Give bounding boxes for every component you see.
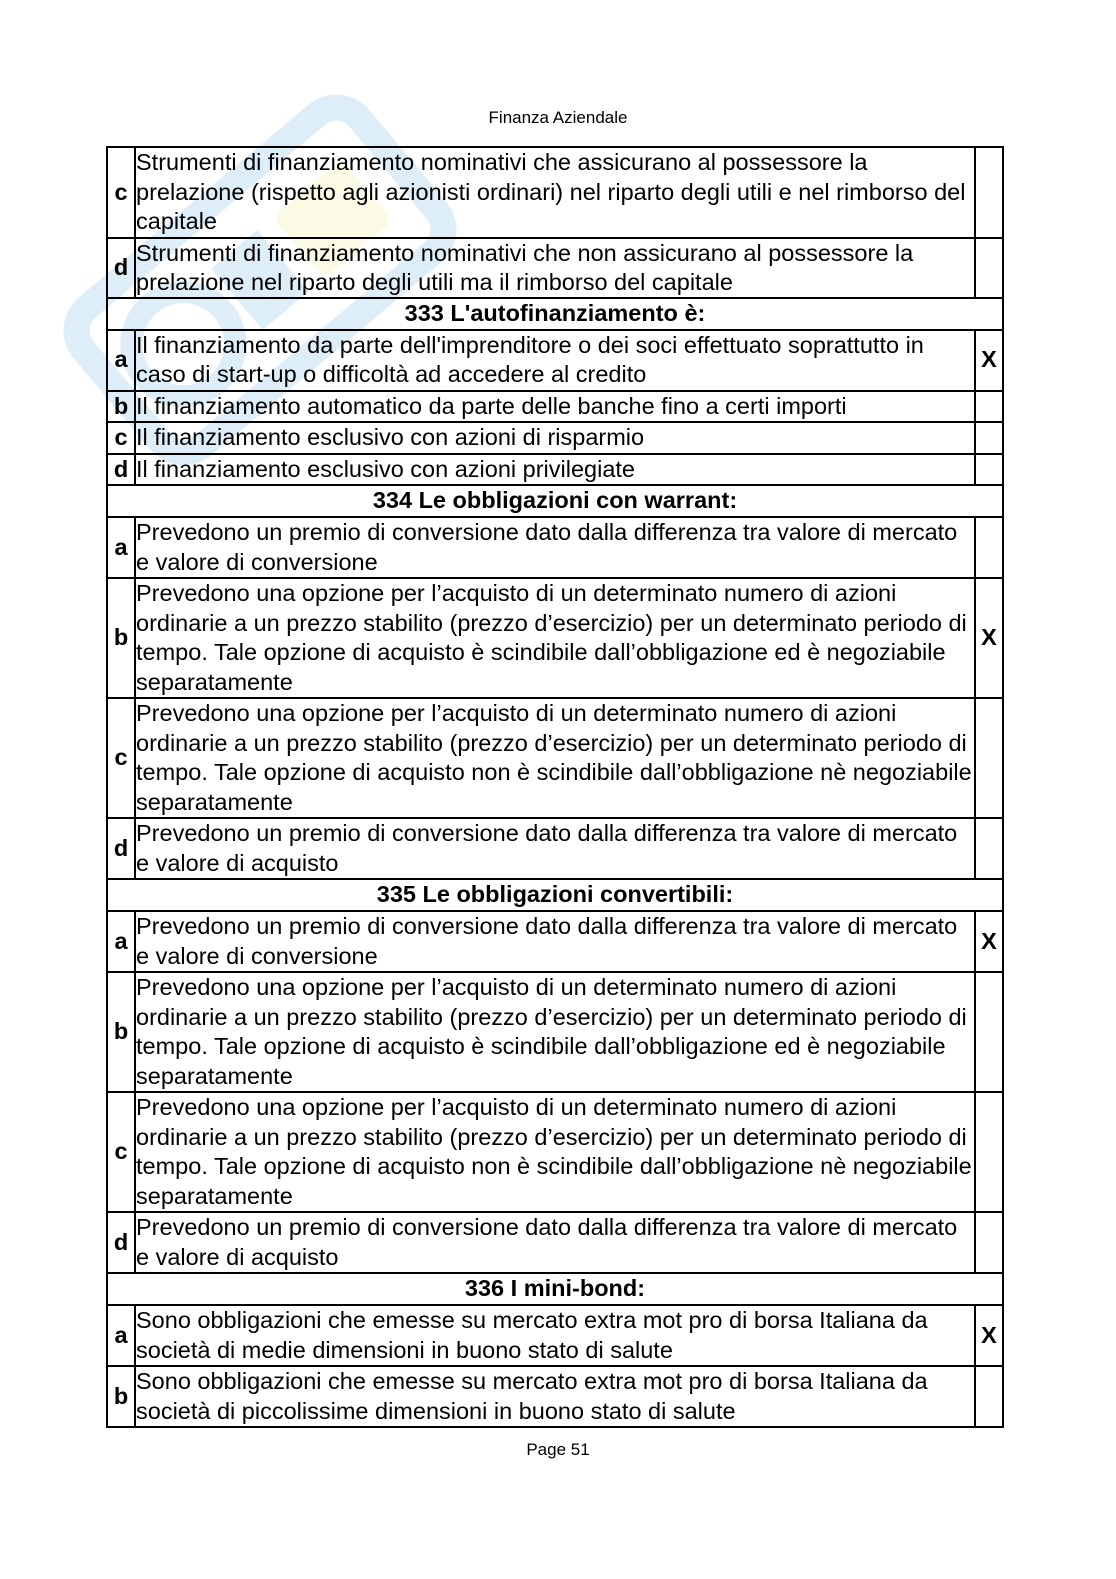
question-title: 333 L'autofinanziamento è: [107,298,1003,330]
option-letter: d [107,238,135,298]
question-row [107,298,1003,330]
page-header: Finanza Aziendale [488,108,628,127]
question-row [107,879,1003,911]
answer-mark [975,454,1003,486]
question-row [107,485,1003,517]
answer-mark: X [975,911,1003,972]
option-text: Prevedono un premio di conversione dato dalla differenza tra valore di mercato e valore di conversione [135,911,975,972]
answer-mark [975,238,1003,298]
option-row [107,517,1003,578]
option-row [107,578,1003,698]
option-letter: b [107,1366,135,1427]
answer-mark [975,517,1003,578]
option-text-inner: Strumenti di finanziamento nominativi che non assicurano al possessore la prelazione nel riparto degli utili ma il rimborso del capitale [136,239,914,295]
option-text: Il finanziamento esclusivo con azioni privilegiate [135,454,975,486]
option-row [107,972,1003,1092]
option-row [107,1366,1003,1427]
option-row [107,422,1003,454]
option-text [135,238,975,298]
option-letter: d [107,818,135,879]
option-row [107,391,1003,423]
option-text: Il finanziamento automatico da parte delle banche fino a certi importi [135,391,975,423]
option-text: Prevedono una opzione per l’acquisto di un determinato numero di azioni ordinarie a un prezzo stabilito (prezzo d’esercizio) per un determinato periodo di tempo. Tale opzione di acquisto non è scindibile dall’obbligazione nè negoziabile separatamente [135,1092,975,1212]
option-text: Il finanziamento da parte dell'imprenditore o dei soci effettuato soprattutto in caso di start-up o difficoltà ad accedere al credito [135,330,975,391]
question-title: 335 Le obbligazioni convertibili: [107,879,1003,911]
quiz-table [106,146,1004,1428]
option-letter: d [107,1212,135,1273]
answer-mark: X [975,330,1003,391]
option-row [107,238,1003,298]
option-row [107,454,1003,486]
option-letter: b [107,972,135,1092]
option-text: Prevedono un premio di conversione dato dalla differenza tra valore di mercato e valore di acquisto [135,1212,975,1273]
option-text: Prevedono un premio di conversione dato dalla differenza tra valore di mercato e valore di conversione [135,517,975,578]
page-footer: Page 51 [526,1440,590,1459]
answer-mark [975,972,1003,1092]
answer-mark [975,1212,1003,1273]
option-text: Sono obbligazioni che emesse su mercato extra mot pro di borsa Italiana da società di piccolissime dimensioni in buono stato di salute [135,1366,975,1427]
answer-mark [975,1092,1003,1212]
option-text: Strumenti di finanziamento nominativi che assicurano al possessore la prelazione (rispetto agli azionisti ordinari) nel riparto degli utili e nel rimborso del capitale [135,147,975,238]
answer-mark [975,422,1003,454]
answer-mark [975,147,1003,238]
option-row [107,698,1003,818]
answer-mark: X [975,1305,1003,1366]
answer-mark [975,391,1003,423]
option-text: Sono obbligazioni che emesse su mercato extra mot pro di borsa Italiana da società di medie dimensioni in buono stato di salute [135,1305,975,1366]
question-title: 336 I mini-bond: [107,1273,1003,1305]
question-row [107,1273,1003,1305]
option-letter: d [107,454,135,486]
option-letter: a [107,911,135,972]
option-letter: a [107,1305,135,1366]
option-letter: c [107,698,135,818]
option-letter: c [107,422,135,454]
option-letter: a [107,330,135,391]
option-text: Prevedono un premio di conversione dato dalla differenza tra valore di mercato e valore di acquisto [135,818,975,879]
option-letter: c [107,147,135,238]
option-row [107,330,1003,391]
option-row [107,818,1003,879]
option-text: Prevedono una opzione per l’acquisto di un determinato numero di azioni ordinarie a un prezzo stabilito (prezzo d’esercizio) per un determinato periodo di tempo. Tale opzione di acquisto è scindibile dall’obbligazione ed è negoziabile separatamente [135,578,975,698]
option-letter: c [107,1092,135,1212]
option-text: Il finanziamento esclusivo con azioni di risparmio [135,422,975,454]
option-row [107,911,1003,972]
option-row [107,147,1003,238]
answer-mark: X [975,578,1003,698]
option-row [107,1212,1003,1273]
question-title: 334 Le obbligazioni con warrant: [107,485,1003,517]
answer-mark [975,1366,1003,1427]
option-row [107,1305,1003,1366]
option-text: Prevedono una opzione per l’acquisto di un determinato numero di azioni ordinarie a un prezzo stabilito (prezzo d’esercizio) per un determinato periodo di tempo. Tale opzione di acquisto non è scindibile dall’obbligazione nè negoziabile separatamente [135,698,975,818]
option-letter: a [107,517,135,578]
option-letter: b [107,578,135,698]
option-row [107,1092,1003,1212]
option-letter: b [107,391,135,423]
answer-mark [975,818,1003,879]
answer-mark [975,698,1003,818]
option-text: Prevedono una opzione per l’acquisto di un determinato numero di azioni ordinarie a un prezzo stabilito (prezzo d’esercizio) per un determinato periodo di tempo. Tale opzione di acquisto è scindibile dall’obbligazione ed è negoziabile separatamente [135,972,975,1092]
